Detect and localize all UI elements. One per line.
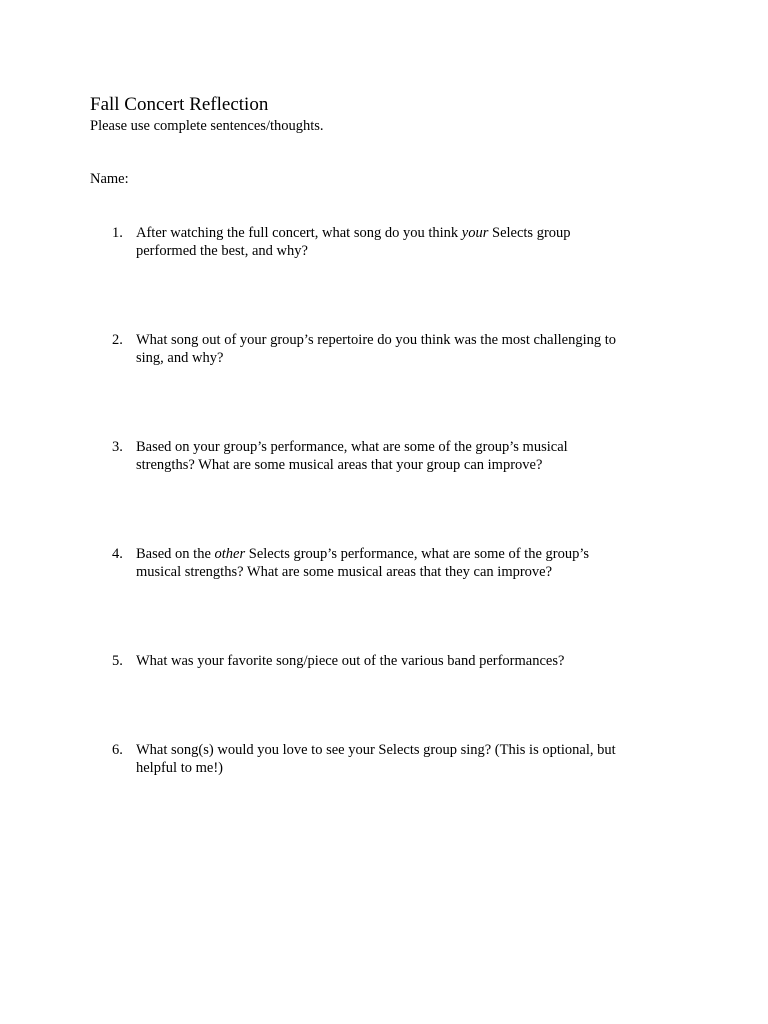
question-text: [136, 438, 628, 474]
question-text: [136, 545, 628, 581]
question-text: [136, 224, 628, 260]
document-title: Fall Concert Reflection: [90, 94, 269, 115]
question-number: 6.: [112, 742, 123, 758]
question-text-part: What song out of your group’s repertoire do you think was the most challenging to sing, and why?: [136, 332, 617, 366]
question-text-part: Selects group performed the best, and why?: [136, 225, 571, 259]
question-emphasis: other: [214, 546, 246, 562]
question-emphasis: your: [461, 225, 489, 241]
question-text-part: Based on the: [136, 546, 215, 562]
question-text-part: What was your favorite song/piece out of the various band performances?: [136, 653, 565, 669]
question-text: [136, 652, 628, 670]
question-number: 4.: [112, 546, 123, 562]
question-number: 5.: [112, 653, 123, 669]
question-number: 1.: [112, 225, 123, 241]
document-subtitle: Please use complete sentences/thoughts.: [90, 118, 324, 134]
question-text-part: Selects group’s performance, what are some of the group’s musical strengths? What are some musical areas that they can improve?: [136, 546, 590, 580]
name-label: Name:: [90, 171, 129, 187]
question-number: 2.: [112, 332, 123, 348]
question-text-part: What song(s) would you love to see your Selects group sing? (This is optional, but helpful to me!): [136, 742, 616, 776]
question-text-part: Based on your group’s performance, what are some of the group’s musical strengths? What are some musical areas that your group can improve?: [136, 439, 568, 473]
question-text-part: After watching the full concert, what song do you think: [136, 225, 462, 241]
question-number: 3.: [112, 439, 123, 455]
question-text: [136, 741, 628, 777]
question-text: [136, 331, 628, 367]
